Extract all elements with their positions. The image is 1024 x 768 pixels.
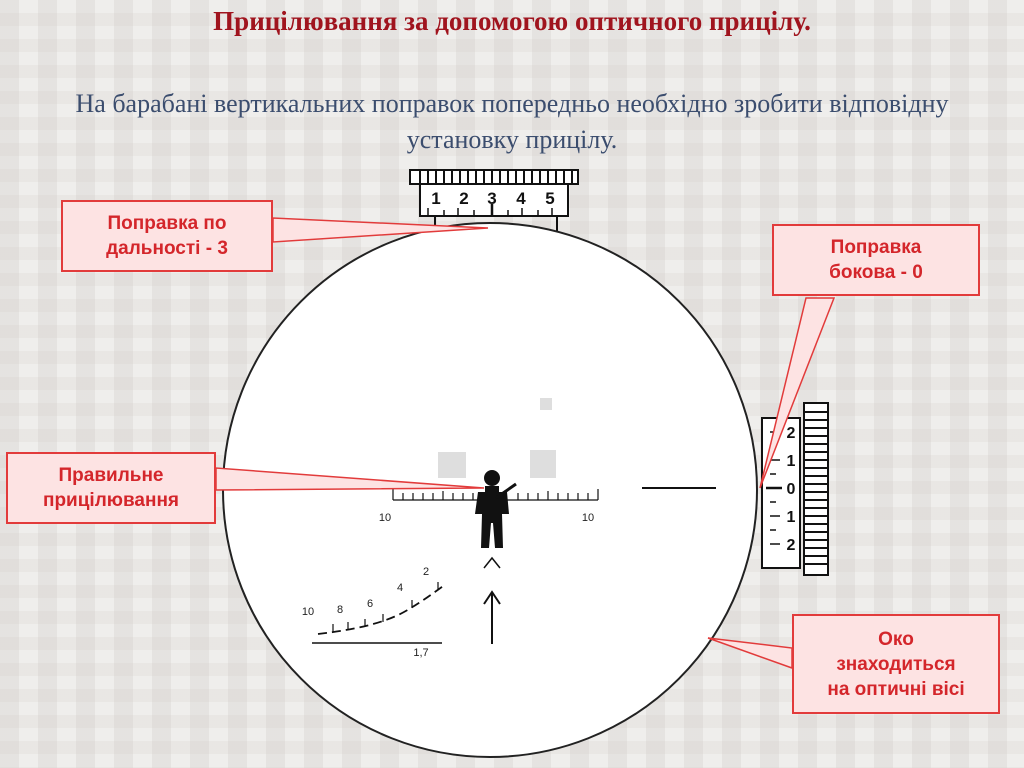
side-drum-number-2-top: 2 (786, 425, 796, 442)
drum-number-5: 5 (545, 189, 555, 208)
side-drum-number-2-bottom: 2 (786, 537, 796, 554)
callout-range-correction-line-2: дальності - 3 (106, 238, 228, 259)
scale-label-left: 10 (378, 512, 392, 524)
scale-label-right: 10 (581, 512, 595, 524)
range-label-4: 4 (396, 582, 404, 594)
callout-lateral-correction-line-2: бокова - 0 (829, 262, 923, 283)
side-drum-number-1-bottom: 1 (786, 509, 796, 526)
callout-lateral-correction-line-1: Поправка (830, 237, 922, 258)
callout-lateral-correction (772, 224, 980, 296)
callout-correct-aiming (6, 452, 216, 524)
callout-range-correction-line-1: Поправка по (107, 213, 227, 234)
side-drum-number-0: 0 (786, 481, 796, 498)
range-label-2: 2 (422, 566, 430, 578)
range-label-8: 8 (336, 604, 344, 616)
callout-eye-on-axis-line-3: на оптичні вісі (827, 678, 965, 700)
range-label-6: 6 (366, 598, 374, 610)
callout-correct-aiming-line-1: Правильне (58, 465, 164, 486)
callout-eye-on-axis-line-2: знаходиться (836, 653, 956, 675)
drum-number-4: 4 (516, 189, 526, 208)
callout-eye-on-axis (792, 614, 1000, 714)
range-label-10: 10 (301, 606, 315, 618)
callout-eye-on-axis-line-1: Око (878, 628, 914, 650)
callout-correct-aiming-line-2: прицілювання (42, 490, 180, 511)
slide-subtitle: На барабані вертикальних поправок попередньо необхідно зробити відповідну установку прицілу. (75, 89, 949, 154)
rangefinder-value-label: 1,7 (413, 647, 429, 659)
slide-title: Прицілювання за допомогою оптичного прицілу. (213, 6, 811, 36)
callout-range-correction (61, 200, 273, 272)
drum-number-1: 1 (431, 189, 441, 208)
lateral-correction-drum (762, 403, 828, 575)
side-drum-number-1-top: 1 (786, 453, 796, 470)
drum-number-2: 2 (459, 189, 469, 208)
pointer-eye-on-axis (708, 638, 792, 668)
drum-number-3: 3 (487, 189, 497, 208)
